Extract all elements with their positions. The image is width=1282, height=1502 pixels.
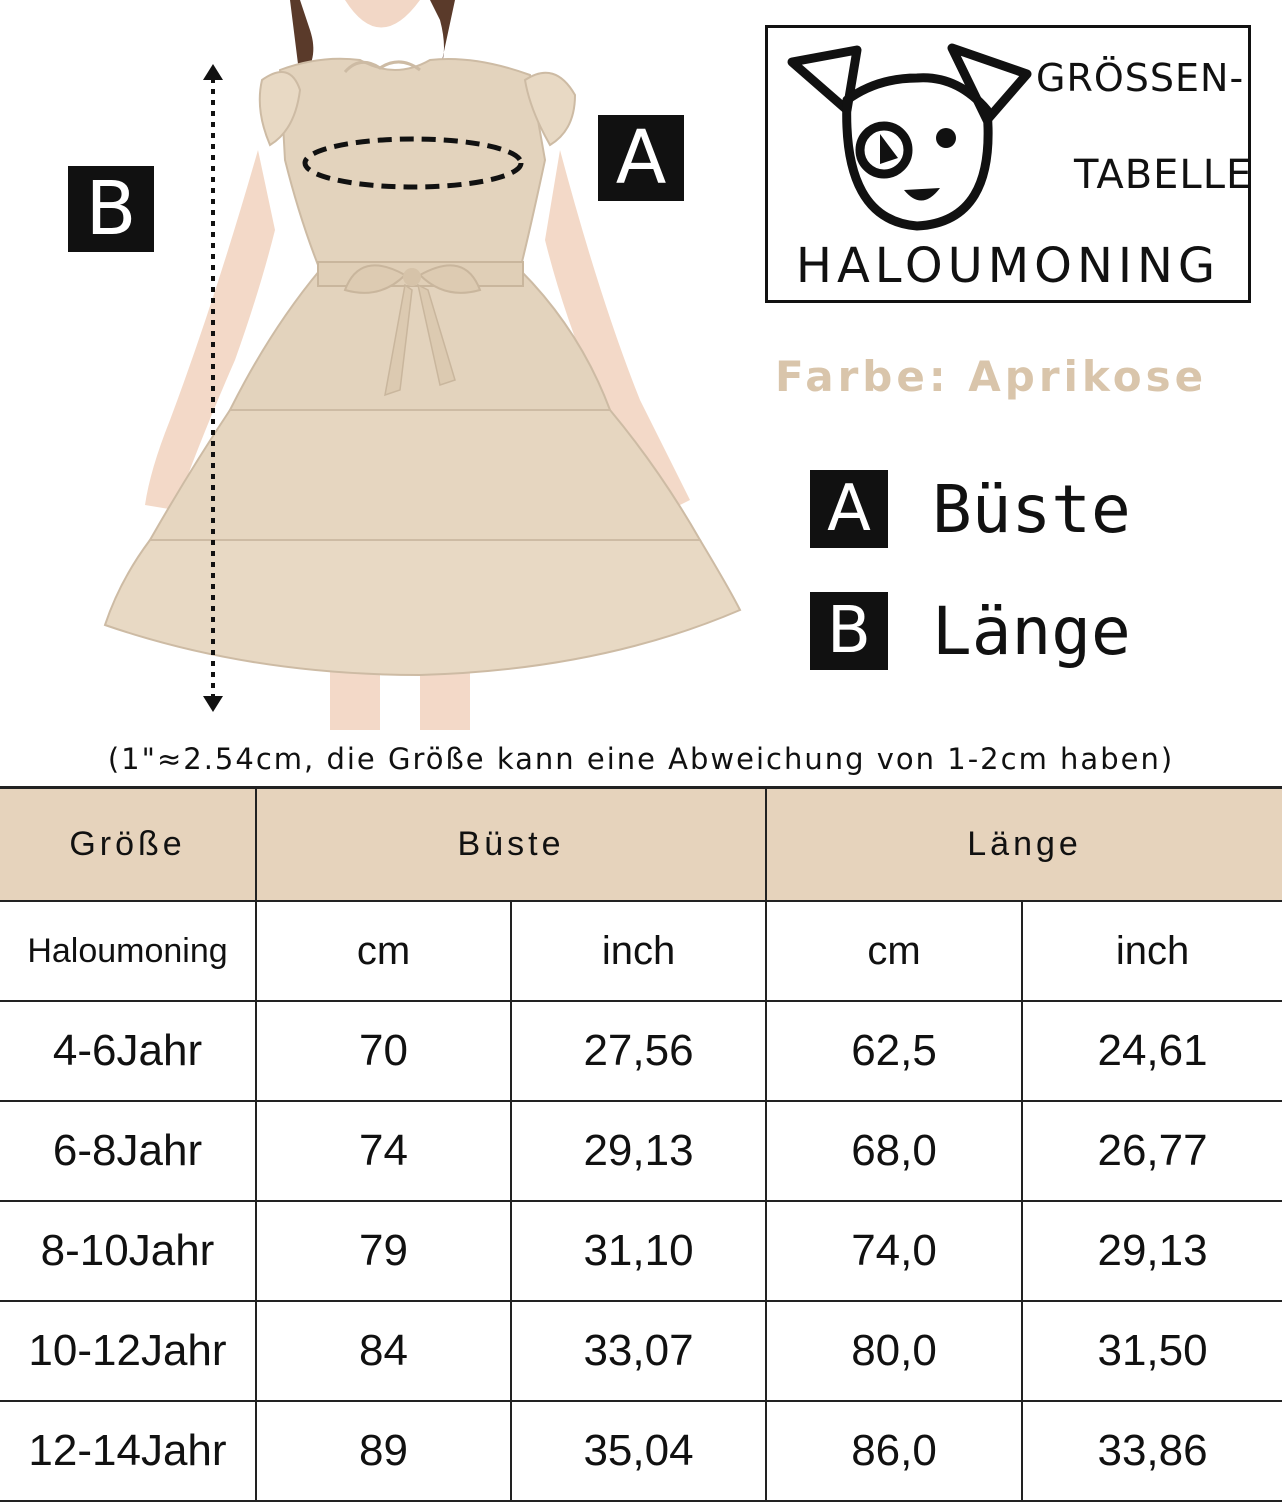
- units-length-inch: inch: [1022, 901, 1282, 1001]
- units-length-cm: cm: [766, 901, 1022, 1001]
- cell-bust-cm: 79: [256, 1201, 511, 1301]
- cell-length-cm: 74,0: [766, 1201, 1022, 1301]
- units-bust-cm: cm: [256, 901, 511, 1001]
- legend-text-length: Länge: [932, 592, 1131, 670]
- header-size: Größe: [0, 788, 256, 902]
- color-label: Farbe: Aprikose: [775, 352, 1208, 401]
- logo-text-line1: GRÖSSEN-: [1036, 56, 1245, 100]
- header-bust: Büste: [256, 788, 766, 902]
- cell-length-cm: 80,0: [766, 1301, 1022, 1401]
- table-row: [0, 1401, 1282, 1501]
- cell-bust-cm: 89: [256, 1401, 511, 1501]
- units-bust-inch: inch: [511, 901, 766, 1001]
- logo-text-line2: TABELLE: [1074, 152, 1253, 198]
- cell-size: 10-12Jahr: [0, 1301, 256, 1401]
- legend-row-length: [810, 592, 1131, 670]
- cell-length-inch: 24,61: [1022, 1001, 1282, 1101]
- cell-length-cm: 62,5: [766, 1001, 1022, 1101]
- table-units-row: [0, 901, 1282, 1001]
- cell-size: 12-14Jahr: [0, 1401, 256, 1501]
- cell-size: 6-8Jahr: [0, 1101, 256, 1201]
- cell-size: 8-10Jahr: [0, 1201, 256, 1301]
- cell-length-inch: 26,77: [1022, 1101, 1282, 1201]
- cell-bust-inch: 29,13: [511, 1101, 766, 1201]
- units-brand: Haloumoning: [0, 901, 256, 1001]
- cell-bust-inch: 35,04: [511, 1401, 766, 1501]
- cell-length-cm: 86,0: [766, 1401, 1022, 1501]
- table-header-row: [0, 788, 1282, 902]
- legend-text-bust: Büste: [932, 470, 1131, 548]
- cell-bust-inch: 33,07: [511, 1301, 766, 1401]
- dog-icon: [782, 40, 1042, 240]
- cell-bust-inch: 31,10: [511, 1201, 766, 1301]
- cell-bust-cm: 70: [256, 1001, 511, 1101]
- dress-photo: [0, 0, 760, 730]
- logo-brand-name: HALOUMONING: [795, 238, 1221, 294]
- legend-key-b: B: [810, 592, 888, 670]
- length-label-box: B: [68, 166, 154, 252]
- brand-logo: [765, 25, 1251, 303]
- table-row: [0, 1001, 1282, 1101]
- cell-bust-cm: 74: [256, 1101, 511, 1201]
- bust-label-box: A: [598, 115, 684, 201]
- cell-length-inch: 33,86: [1022, 1401, 1282, 1501]
- header-length: Länge: [766, 788, 1282, 902]
- table-row: [0, 1301, 1282, 1401]
- size-table: [0, 786, 1282, 1502]
- legend-key-a: A: [810, 470, 888, 548]
- cell-bust-cm: 84: [256, 1301, 511, 1401]
- cell-length-inch: 31,50: [1022, 1301, 1282, 1401]
- legend-row-bust: [810, 470, 1131, 548]
- cell-size: 4-6Jahr: [0, 1001, 256, 1101]
- cell-length-inch: 29,13: [1022, 1201, 1282, 1301]
- table-row: [0, 1201, 1282, 1301]
- cell-length-cm: 68,0: [766, 1101, 1022, 1201]
- cell-bust-inch: 27,56: [511, 1001, 766, 1101]
- conversion-note: (1"≈2.54cm, die Größe kann eine Abweichung von 1-2cm haben): [107, 742, 1175, 776]
- table-row: [0, 1101, 1282, 1201]
